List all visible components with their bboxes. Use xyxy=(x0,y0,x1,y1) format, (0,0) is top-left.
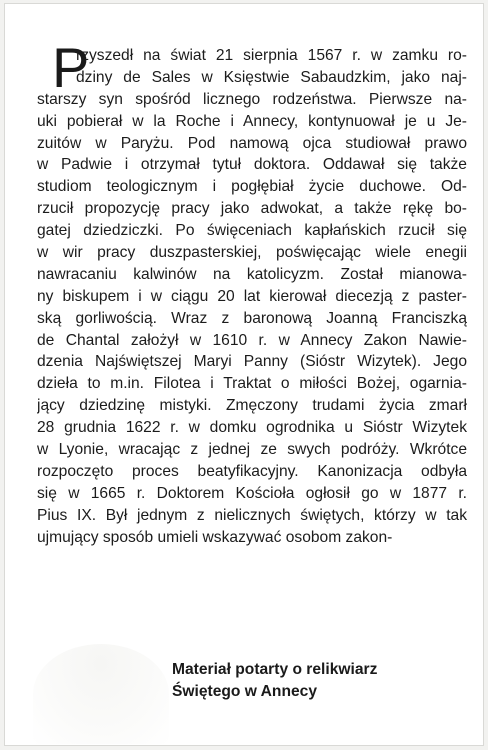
text-line: 28 grudnia 1622 r. w domku ogrodnika u Sióstr Wizytek xyxy=(37,419,467,437)
text-line: się w 1665 r. Doktorem Kościoła ogłosił go w 1877 r. xyxy=(37,484,467,502)
text-line: ny biskupem i w ciągu 20 lat kierował diecezją z paster- xyxy=(37,287,467,305)
text-line: w Padwie i otrzymał tytuł doktora. Oddawał się także xyxy=(37,156,467,174)
text-line: gatej dziedziczki. Po święceniach kapłańskich rzucił się xyxy=(37,222,467,240)
relic-caption-line: Materiał potarty o relikwiarz xyxy=(172,661,378,678)
text-line: w wir pracy duszpasterskiej, poświęcając wiele enegii xyxy=(37,244,467,262)
text-line: uki pobierał w la Roche i Annecy, kontynuował je u Je- xyxy=(37,112,467,130)
text-line: de Chantal założył w 1610 r. w Annecy Zakon Nawie- xyxy=(37,331,467,349)
text-line: jący dziedzinę mistyki. Zmęczony trudami życia zmarł xyxy=(37,397,467,415)
drop-cap: P xyxy=(52,36,90,99)
text-line: zuitów w Paryżu. Pod namową ojca studiował prawo xyxy=(37,134,467,152)
text-line: dzieła to m.in. Filotea i Traktat o miłości Bożej, ogarnia- xyxy=(37,375,467,393)
text-line: Pius IX. Był jednym z nielicznych świętych, którzy w tak xyxy=(37,506,467,524)
text-line: w Lyonie, wracając z jednej ze swych podróży. Wkrótce xyxy=(37,441,467,459)
relic-caption xyxy=(172,659,377,703)
text-line: dziny de Sales w Księstwie Sabaudzkim, jako naj- xyxy=(76,68,467,86)
text-line: dzenia Najświętszej Maryi Panny (Sióstr Wizytek). Jego xyxy=(37,353,467,371)
relic-cloth-patch xyxy=(33,644,169,744)
text-line: starszy syn spośród licznego rodzeństwa. Pierwsze na- xyxy=(37,90,467,108)
text-line: rzyszedł na świat 21 sierpnia 1567 r. w zamku ro- xyxy=(76,47,467,64)
biography-text xyxy=(37,45,467,548)
prayer-card xyxy=(4,3,484,746)
text-line: rozpoczęto proces beatyfikacyjny. Kanonizacja odbyła xyxy=(37,462,467,480)
text-line: studiom teologicznym i pogłębiał życie duchowe. Od- xyxy=(37,178,467,196)
text-line: ujmujący sposób umieli wskazywać osobom zakon- xyxy=(37,528,393,546)
text-line: rzucił propozycję pracy jako adwokat, a także rękę bo- xyxy=(37,200,467,218)
relic-caption-line: Świętego w Annecy xyxy=(172,683,317,700)
text-line: ską gorliwością. Wraz z baronową Joanną Franciszką xyxy=(37,309,467,327)
text-line: nawracaniu kalwinów na katolicyzm. Został mianowa- xyxy=(37,265,467,283)
